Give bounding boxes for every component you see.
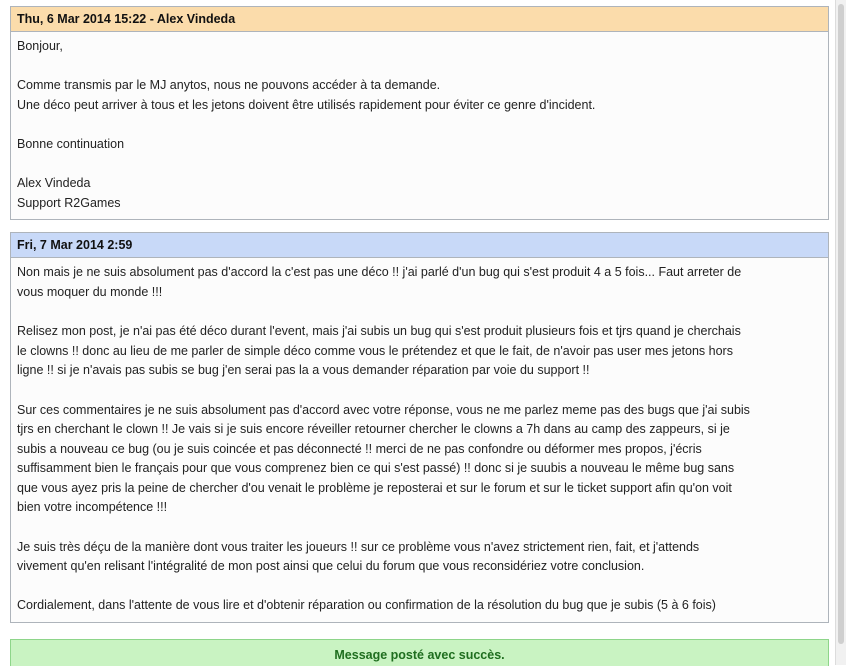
- message-line: Je suis très déçu de la manière dont vous traiter les joueurs !! sur ce problème vous n'avez strictement rien, fait, et j'attends: [17, 539, 700, 554]
- signature-name: Alex Vindeda: [17, 176, 91, 191]
- message-body: [11, 258, 828, 622]
- message-line: bien votre incompétence !!!: [17, 500, 168, 515]
- message-paragraph: [17, 322, 822, 381]
- page-scrollbar[interactable]: [835, 0, 846, 665]
- message-paragraph: [17, 401, 822, 519]
- ticket-thread: [10, 6, 829, 635]
- signature-team: Support R2Games: [17, 195, 121, 210]
- message-line: ligne !! si je n'avais pas subis se bug j'en serai pas la a vous demander réparation par voie du support !!: [17, 363, 590, 378]
- message-line: le clowns !! donc au lieu de me parler de simple déco comme vous le prétendez et que le fait, de n'avoir pas user mes jetons hors: [17, 343, 733, 358]
- message-line: Non mais je ne suis absolument pas d'accord la c'est pas une déco !! j'ai parlé d'un bug qui s'est produit 4 a 5 fois... Faut arreter de: [17, 265, 742, 280]
- message-line: Comme transmis par le MJ anytos, nous ne pouvons accéder à ta demande.: [17, 78, 441, 93]
- message-line: Bonne continuation: [17, 136, 125, 151]
- message-line: Sur ces commentaires je ne suis absolument pas d'accord avec votre réponse, vous ne me parlez meme pas des bugs que j'ai subis: [17, 402, 750, 417]
- message-line: vous moquer du monde !!!: [17, 284, 163, 299]
- message-body: [11, 32, 828, 219]
- scrollbar-thumb[interactable]: [838, 4, 844, 644]
- message-user-reply: [10, 232, 829, 623]
- message-support-reply: [10, 6, 829, 220]
- message-line: vivement qu'en relisant l'intégralité de mon post ainsi que celui du forum que vous reconsidériez votre conclusion.: [17, 559, 645, 574]
- message-paragraph: [17, 538, 822, 577]
- message-line: Relisez mon post, je n'ai pas été déco durant l'event, mais j'ai subis un bug qui s'est produit plusieurs fois et tjrs quand je cherchais: [17, 324, 741, 339]
- message-paragraph: [17, 263, 822, 302]
- message-paragraph: [17, 135, 822, 155]
- message-line: subis a nouveau ce bug (ou je suis coincée et pas déconnecté !! merci de ne pas confondre ou déformer mes propos, j'écris: [17, 441, 702, 456]
- message-signature: [17, 174, 822, 213]
- message-line: tjrs en cherchant le clown !! Je vais si je suis encore réveiller retourner chercher le clowns a 7h dans au camp des zappeurs, si je: [17, 422, 730, 437]
- message-paragraph: [17, 76, 822, 115]
- message-line: Une déco peut arriver à tous et les jetons doivent être utilisés rapidement pour éviter ce genre d'incident.: [17, 97, 596, 112]
- success-banner: Message posté avec succès.: [10, 639, 829, 666]
- message-header: Thu, 6 Mar 2014 15:22 - Alex Vindeda: [11, 7, 828, 32]
- message-line: que vous ayez pris la peine de chercher d'ou venait le problème je reposterai et sur le forum et sur le ticket support afin qu'on voit: [17, 480, 732, 495]
- message-line: Cordialement, dans l'attente de vous lire et d'obtenir réparation ou confirmation de la résolution du bug que je subis (5 à 6 fois): [17, 598, 716, 613]
- message-line: Bonjour,: [17, 39, 63, 53]
- message-line: suffisamment bien le français pour que vous comprenez bien ce qui s'est passé) !! donc si je suubis a nouveau le même bug sans: [17, 461, 735, 476]
- message-paragraph: [17, 596, 822, 616]
- message-header: Fri, 7 Mar 2014 2:59: [11, 233, 828, 258]
- message-paragraph: [17, 37, 822, 57]
